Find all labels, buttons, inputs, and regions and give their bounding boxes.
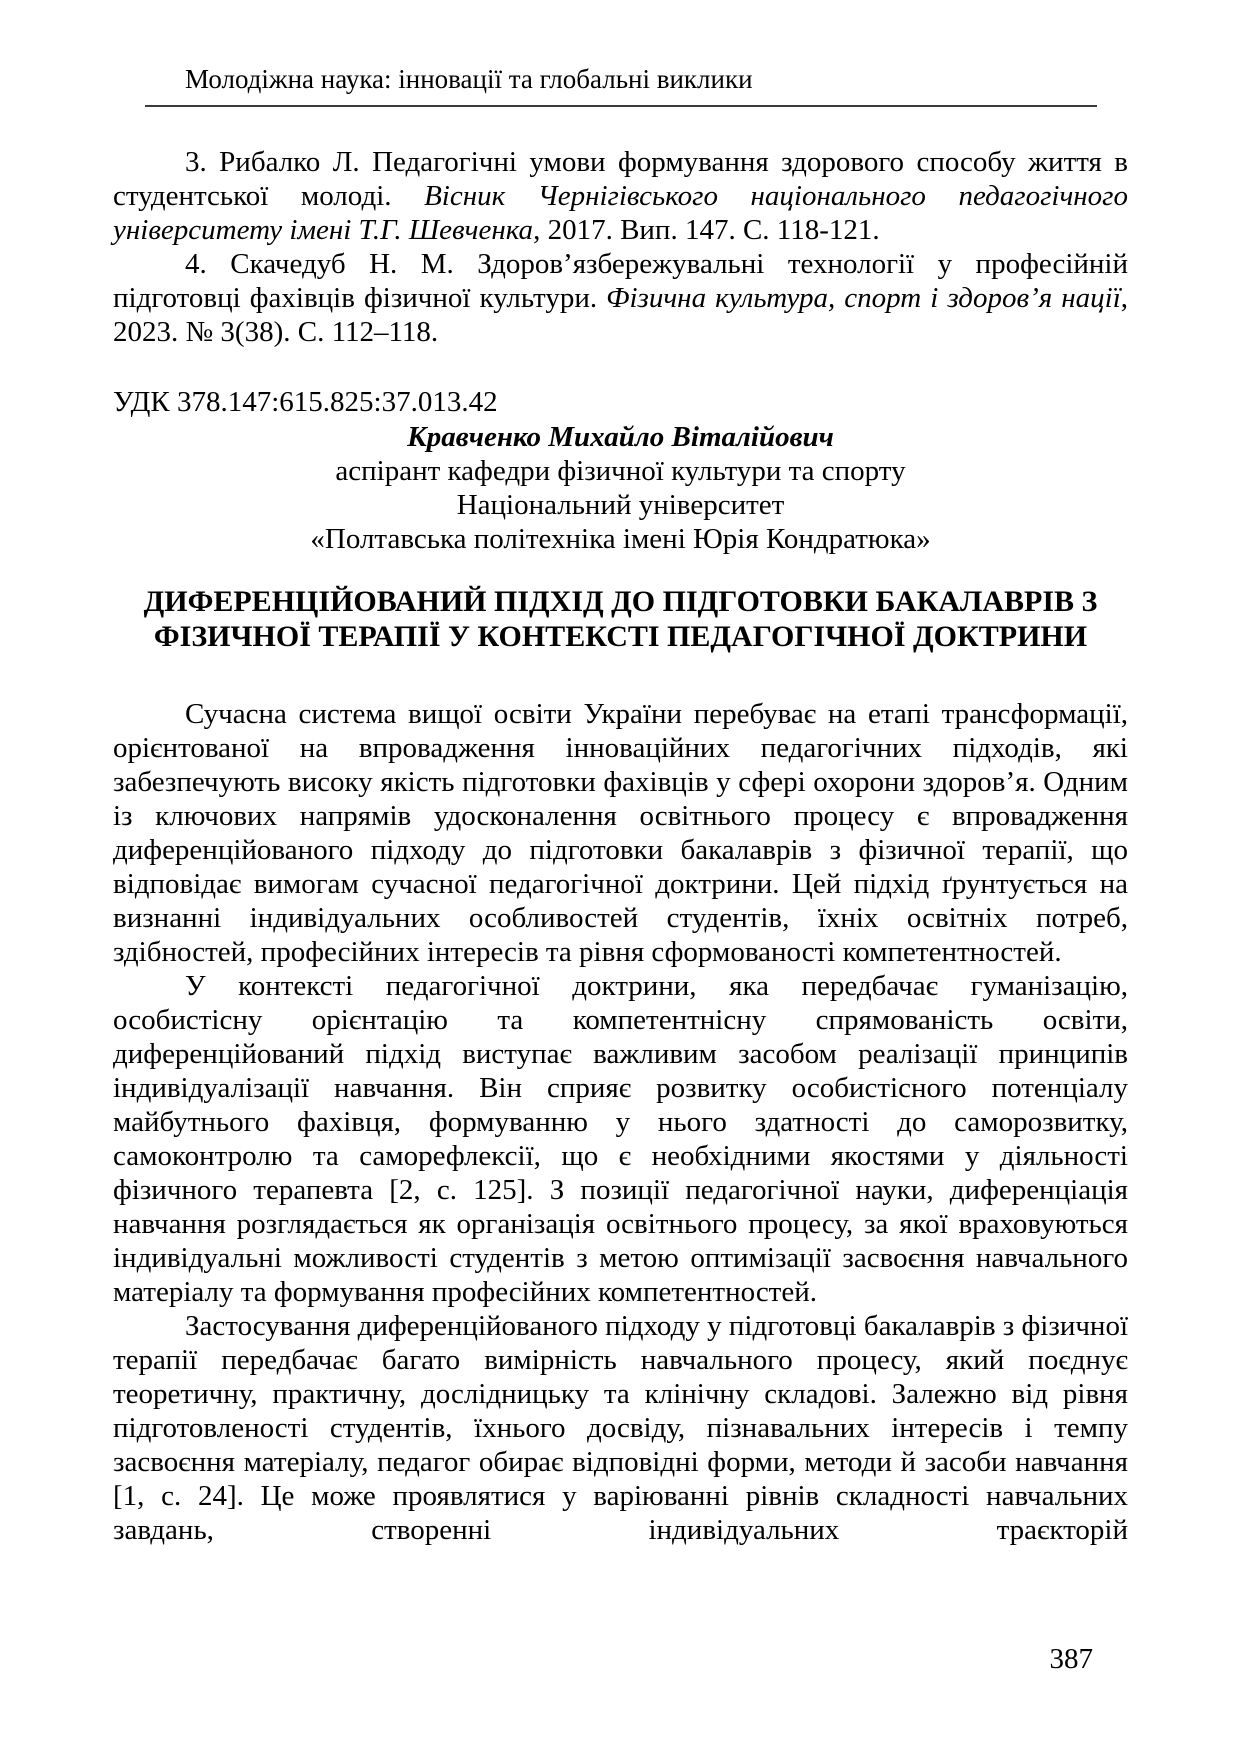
affiliation-line-2: «Полтавська політехніка імені Юрія Кондратюка» [310, 523, 931, 555]
affiliation-line-1: Національний університет [456, 489, 785, 521]
reference-locator: , 2017. Вип. 147. С. 118-121. [533, 214, 880, 246]
page-number: 387 [1049, 1643, 1093, 1675]
reference-list [113, 145, 1128, 349]
header-rule [145, 105, 1097, 107]
reference-source: Вісник Чернігівського національного педагогічного університету імені Т.Г. Шевченка [113, 180, 1128, 246]
body-paragraph: У контексті педагогічної доктрини, яка передбачає гуманізацію, особистісну орієнтацію та компетентнісну спрямованість освіти, диференційований підхід виступає важливим засобом реалізації принципів індивідуалізації навчання. Він сприяє розвитку особистісного потенціалу майбутнього фахівця, формуванню у нього здатності до саморозвитку, самоконтролю та саморефлексії, що є необхідними якостями у діяльності фізичного терапевта [2, с. 125]. З позиції педагогічної науки, диференціація навчання розглядається як організація освітнього процесу, за якої враховуються індивідуальні можливості студентів з метою оптимізації засвоєння навчального матеріалу та формування професійних компетентностей. [113, 970, 1128, 1308]
reference-source: Фізична культура, спорт і здоров’я нації [606, 282, 1121, 314]
body-paragraph: Сучасна система вищої освіти України перебуває на етапі трансформації, орієнтованої на впровадження інноваційних педагогічних підходів, які забезпечують високу якість підготовки фахівців у сфері охорони здоров’я. Одним із ключових напрямів удосконалення освітнього процесу є впровадження диференційованого підходу до підготовки бакалаврів з фізичної терапії, що відповідає вимогам сучасної педагогічної доктрини. Цей підхід ґрунтується на визнанні індивідуальних особливостей студентів, їхніх освітніх потреб, здібностей, професійних інтересів та рівня сформованості компетентностей. [113, 698, 1128, 968]
running-header: Молодіжна наука: інновації та глобальні виклики [185, 64, 753, 94]
body-paragraph: Застосування диференційованого підходу у підготовці бакалаврів з фізичної терапії передбачає багато вимірність навчального процесу, який поєднує теоретичну, практичну, дослідницьку та клінічну складові. Залежно від рівня підготовленості студентів, їхнього досвіду, пізнавальних інтересів і темпу засвоєння матеріалу, педагог обирає відповідні форми, методи й засоби навчання [1, с. 24]. Це може проявлятися у варіюванні рівнів складності навчальних завдань, створенні індивідуальних траєкторій [113, 1310, 1128, 1546]
article-body [113, 697, 1128, 1547]
reference-text: 4. Скачедуб Н. М. Здоров’язбережувальні технології у професійній підготовці фахівців фізичної культури. [113, 248, 1128, 314]
page-content [113, 62, 1128, 1547]
reference-text: 3. Рибалко Л. Педагогічні умови формування здорового способу життя в студентської молоді. [113, 146, 1128, 212]
reference-locator: , 2023. № 3(38). С. 112–118. [113, 282, 1129, 348]
reference-item [113, 145, 1128, 247]
author-name: Кравченко Михайло Віталійович [407, 421, 834, 453]
udc-code: УДК 378.147:615.825:37.013.42 [113, 386, 498, 418]
article-title-line-2: ФІЗИЧНОЇ ТЕРАПІЇ У КОНТЕКСТІ ПЕДАГОГІЧНОЇ ДОКТРИНИ [153, 620, 1088, 653]
article-title-line-1: ДИФЕРЕНЦІЙОВАНИЙ ПІДХІД ДО ПІДГОТОВКИ БАКАЛАВРІВ З [143, 585, 1098, 618]
article-heading-block [113, 385, 1128, 556]
author-position: аспірант кафедри фізичної культури та спорту [335, 455, 906, 487]
reference-item [113, 247, 1128, 349]
article-title [113, 584, 1128, 654]
